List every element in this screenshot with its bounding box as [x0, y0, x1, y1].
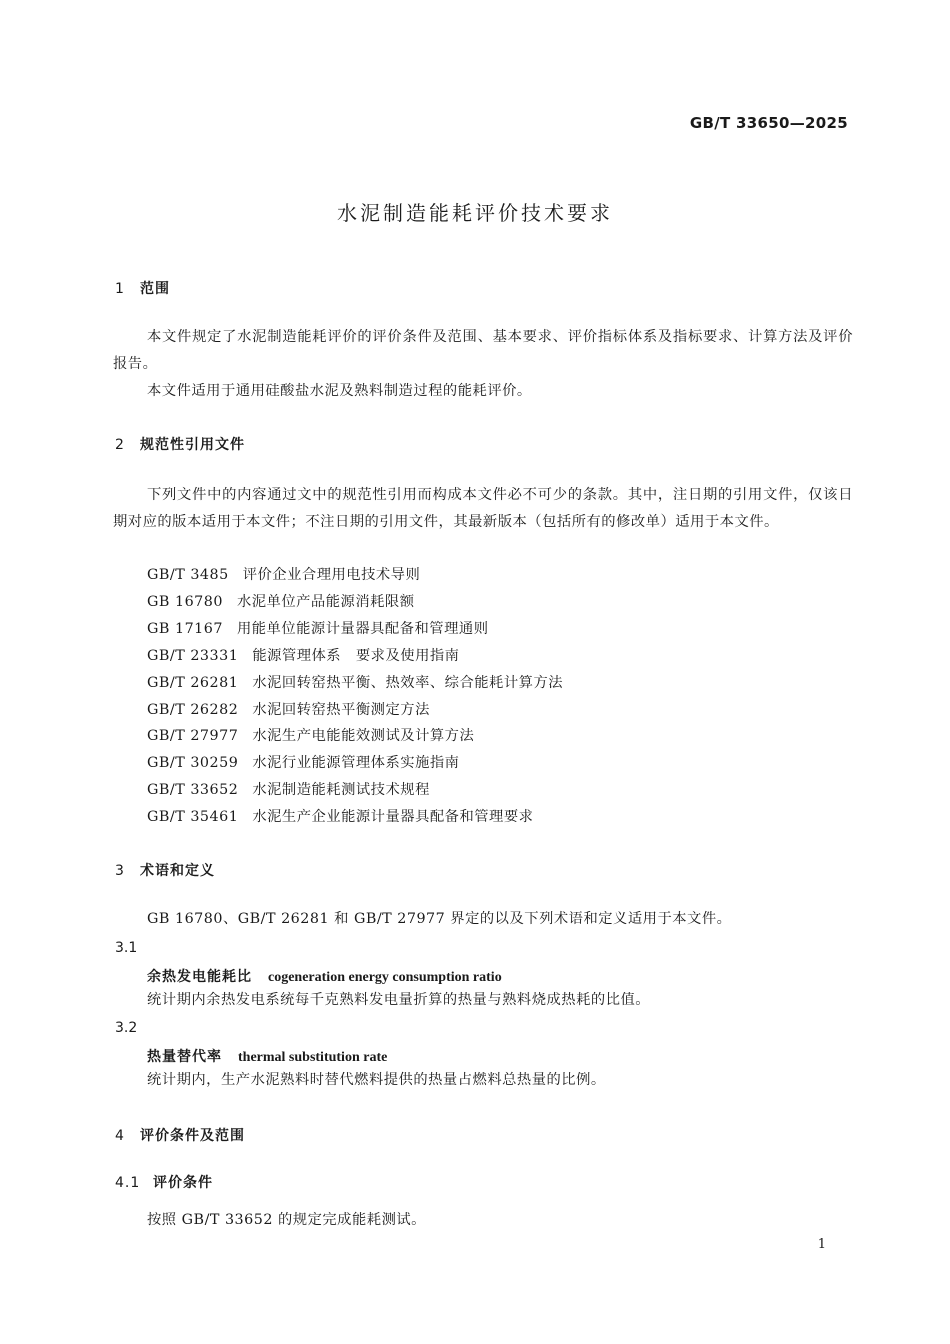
section-number: 2 — [115, 437, 125, 453]
reference-code: GB 16780 — [147, 594, 223, 610]
reference-code: GB/T 27977 — [147, 728, 239, 744]
reference-title: 评价企业合理用电技术导则 — [242, 567, 421, 583]
term-definition: 统计期内，生产水泥熟料时替代燃料提供的热量占燃料总热量的比例。 — [147, 1072, 606, 1088]
term-english: thermal substitution rate — [238, 1050, 388, 1065]
reference-title: 用能单位能源计量器具配备和管理通则 — [236, 621, 489, 637]
term-number: 3.1 — [115, 940, 138, 956]
reference-item — [147, 804, 533, 831]
section-title: 评价条件及范围 — [140, 1128, 245, 1144]
term-chinese: 热量替代率 — [147, 1049, 222, 1065]
scope-paragraph-2: 本文件适用于通用硅酸盐水泥及熟料制造过程的能耗评价。 — [147, 383, 532, 399]
section-1-heading — [115, 278, 170, 298]
reference-item — [147, 562, 420, 589]
subsection-number: 4.1 — [115, 1175, 141, 1191]
reference-title: 水泥制造能耗测试技术规程 — [252, 782, 430, 798]
reference-title: 水泥生产电能能效测试及计算方法 — [252, 728, 475, 744]
term-heading — [147, 1046, 387, 1066]
reference-item — [147, 643, 459, 670]
normative-references-intro: 下列文件中的内容通过文中的规范性引用而构成本文件必不可少的条款。其中，注日期的引用文件，仅该日期对应的版本适用于本文件；不注日期的引用文件，其最新版本（包括所有的修改单）适用于本文件。 — [113, 487, 853, 530]
section-2-heading — [115, 434, 245, 454]
section-4-heading — [115, 1125, 245, 1145]
reference-code: GB/T 30259 — [147, 755, 239, 771]
term-definition: 统计期内余热发电系统每千克熟料发电量折算的热量与熟料烧成热耗的比值。 — [147, 992, 651, 1008]
scope-paragraph-1: 本文件规定了水泥制造能耗评价的评价条件及范围、基本要求、评价指标体系及指标要求、计算方法及评价报告。 — [113, 329, 853, 372]
term-heading — [147, 966, 502, 986]
reference-title: 水泥回转窑热平衡测定方法 — [252, 702, 430, 718]
section-number: 3 — [115, 863, 125, 879]
reference-item — [147, 616, 489, 643]
reference-title: 水泥生产企业能源计量器具配备和管理要求 — [252, 809, 534, 825]
section-3-heading — [115, 860, 215, 880]
reference-item — [147, 589, 415, 616]
evaluation-condition-text: 按照 GB/T 33652 的规定完成能耗测试。 — [147, 1212, 426, 1228]
section-title: 范围 — [140, 281, 170, 297]
reference-code: GB/T 26281 — [147, 675, 239, 691]
reference-title: 水泥行业能源管理体系实施指南 — [252, 755, 460, 771]
reference-item — [147, 777, 430, 804]
section-title: 术语和定义 — [140, 863, 215, 879]
subsection-title: 评价条件 — [153, 1175, 213, 1191]
reference-code: GB/T 3485 — [147, 567, 229, 583]
section-number: 4 — [115, 1128, 125, 1144]
section-title: 规范性引用文件 — [140, 437, 245, 453]
reference-item — [147, 697, 430, 724]
reference-title: 水泥单位产品能源消耗限额 — [236, 594, 415, 610]
term-chinese: 余热发电能耗比 — [147, 969, 252, 985]
section-number: 1 — [115, 281, 125, 297]
reference-item — [147, 723, 474, 750]
reference-code: GB/T 33652 — [147, 782, 239, 798]
reference-code: GB/T 26282 — [147, 702, 239, 718]
reference-code: GB/T 35461 — [147, 809, 239, 825]
page-number: 1 — [817, 1237, 826, 1252]
terms-intro: GB 16780、GB/T 26281 和 GB/T 27977 界定的以及下列术语和定义适用于本文件。 — [147, 911, 732, 927]
reference-code: GB/T 23331 — [147, 648, 239, 664]
standard-code: GB/T 33650—2025 — [689, 114, 848, 132]
reference-code: GB 17167 — [147, 621, 223, 637]
term-english: cogeneration energy consumption ratio — [268, 970, 502, 985]
term-number: 3.2 — [115, 1020, 138, 1036]
reference-item — [147, 750, 459, 777]
reference-title: 能源管理体系 要求及使用指南 — [252, 648, 460, 664]
reference-title: 水泥回转窑热平衡、热效率、综合能耗计算方法 — [252, 675, 564, 691]
reference-item — [147, 670, 563, 697]
document-title: 水泥制造能耗评价技术要求 — [337, 201, 613, 225]
subsection-4-1-heading — [115, 1172, 213, 1192]
